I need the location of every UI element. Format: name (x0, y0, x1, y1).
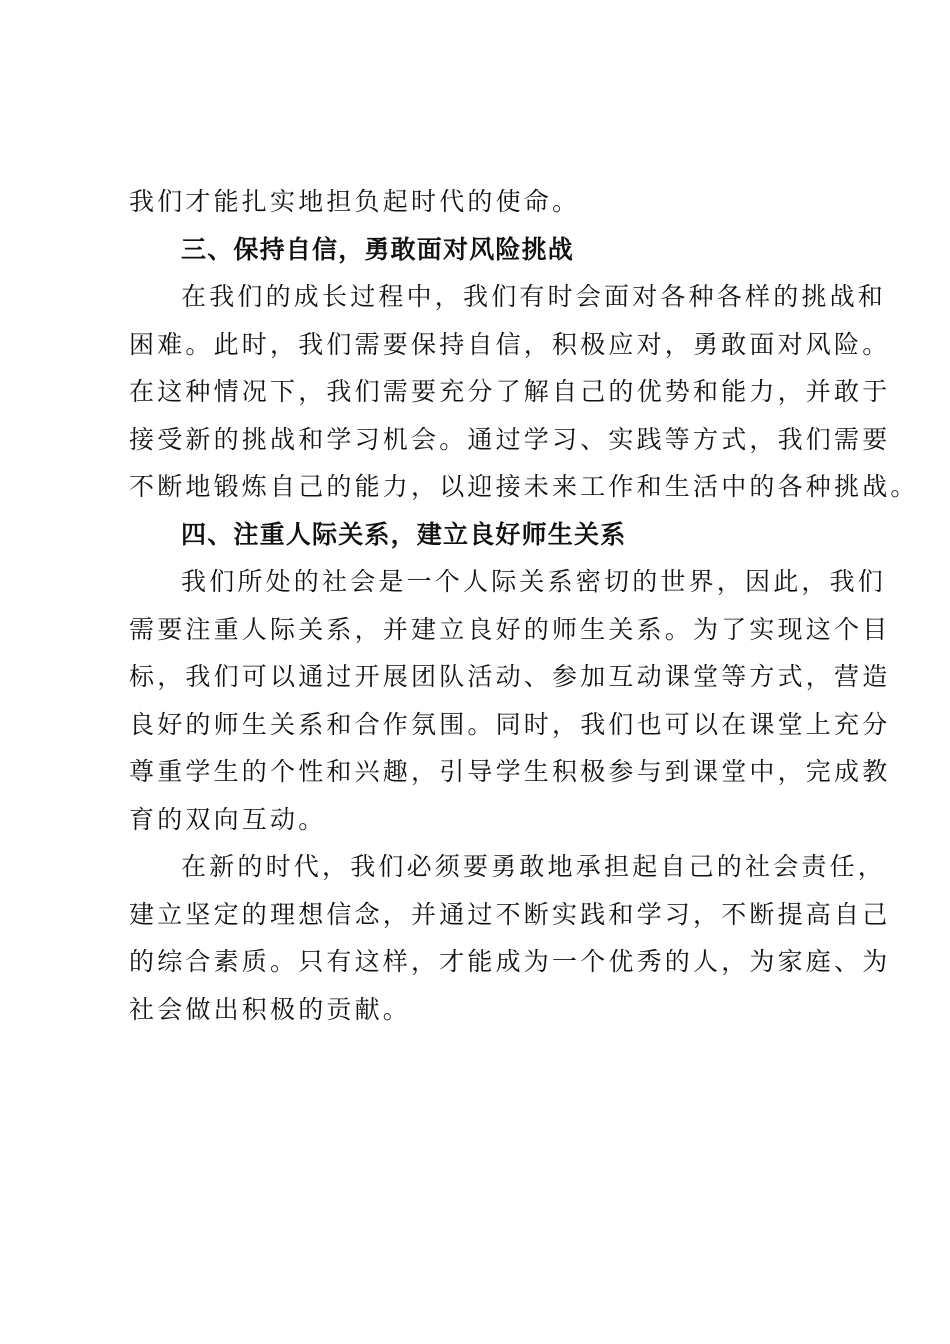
text-line: 育的双向互动。 (129, 804, 327, 834)
text-line: 困难。此时，我们需要保持自信，积极应对，勇敢面对风险。 (129, 329, 891, 359)
text-line: 建立坚定的理想信念，并通过不断实践和学习，不断提高自己 (129, 899, 891, 929)
section-heading-3: 三、保持自信，勇敢面对风险挑战 (181, 234, 575, 264)
text-line: 我们才能扎实地担负起时代的使命。 (129, 187, 581, 216)
text-line: 标，我们可以通过开展团队活动、参加互动课堂等方式，营造 (129, 662, 891, 691)
document-body (129, 178, 919, 1033)
text-line: 在我们的成长过程中，我们有时会面对各种各样的挑战和 (181, 282, 887, 311)
text-line: 需要注重人际关系，并建立良好的师生关系。为了实现这个目 (129, 614, 891, 644)
text-line: 接受新的挑战和学习机会。通过学习、实践等方式，我们需要 (129, 424, 891, 454)
paragraph-relationships (129, 558, 891, 843)
text-line: 的综合素质。只有这样，才能成为一个优秀的人，为家庭、为 (129, 947, 891, 976)
text-line: 社会做出积极的贡献。 (129, 994, 412, 1024)
text-line: 尊重学生的个性和兴趣，引导学生积极参与到课堂中，完成教 (129, 757, 891, 786)
text-line: 我们所处的社会是一个人际关系密切的世界，因此，我们 (181, 567, 887, 596)
paragraph-continuation (129, 178, 829, 226)
text-line: 良好的师生关系和合作氛围。同时，我们也可以在课堂上充分 (129, 709, 891, 739)
paragraph-confidence (129, 273, 919, 511)
section-heading-4: 四、注重人际关系，建立良好师生关系 (181, 519, 627, 549)
paragraph-conclusion (129, 843, 891, 1033)
text-line: 不断地锻炼自己的能力，以迎接未来工作和生活中的各种挑战。 (129, 472, 919, 501)
text-line: 在这种情况下，我们需要充分了解自己的优势和能力，并敢于 (129, 377, 891, 406)
text-line: 在新的时代，我们必须要勇敢地承担起自己的社会责任， (181, 852, 887, 881)
